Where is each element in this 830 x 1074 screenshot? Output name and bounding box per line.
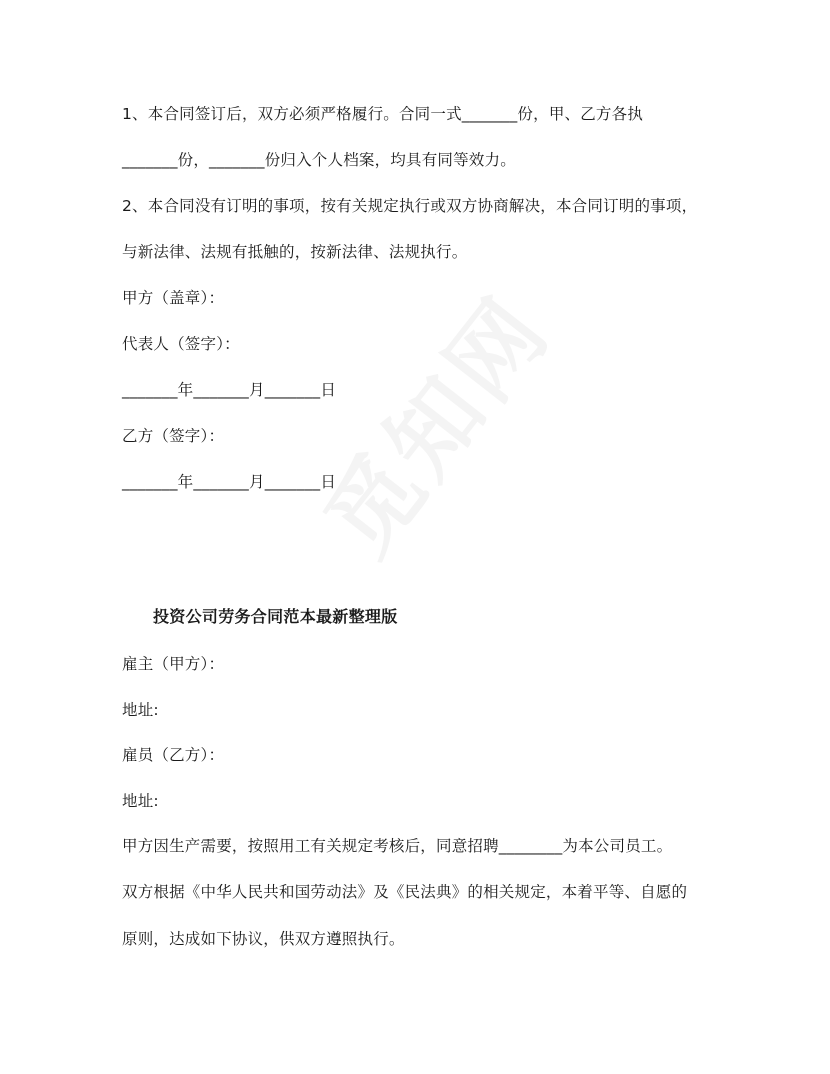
employer-address-label: 地址: <box>122 701 159 719</box>
representative-sign-label: 代表人（签字）： <box>122 335 240 353</box>
watermark <box>289 265 574 578</box>
contract-title: 投资公司劳务合同范本最新整理版 <box>153 607 398 626</box>
body-line-1: 甲方因生产需要，按照用工有关规定考核后，同意招聘________为本公司员工。 <box>122 837 673 855</box>
body-line-3: 原则，达成如下协议，供双方遵照执行。 <box>122 930 405 948</box>
employer-label: 雇主（甲方）： <box>122 655 225 673</box>
date-line-1: _______年_______月_______日 <box>122 381 337 399</box>
clause-2-line-2: 与新法律、法规有抵触的，按新法律、法规执行。 <box>122 243 468 261</box>
clause-1-line-2: _______份，_______份归入个人档案，均具有同等效力。 <box>122 151 516 169</box>
party-b-sign-label: 乙方（签字）： <box>122 427 225 445</box>
clause-2-line-1: 2、本合同没有订明的事项，按有关规定执行或双方协商解决，本合同订明的事项， <box>122 197 698 215</box>
clause-1-line-1: 1、本合同签订后，双方必须严格履行。合同一式_______份，甲、乙方各执 <box>122 105 644 123</box>
party-a-seal-label: 甲方（盖章）： <box>122 289 225 307</box>
employee-address-label: 地址: <box>122 792 159 810</box>
body-line-2: 双方根据《中华人民共和国劳动法》及《民法典》的相关规定，本着平等、自愿的 <box>122 883 688 901</box>
date-line-2: _______年_______月_______日 <box>122 473 337 491</box>
employee-label: 雇员（乙方）： <box>122 746 225 764</box>
